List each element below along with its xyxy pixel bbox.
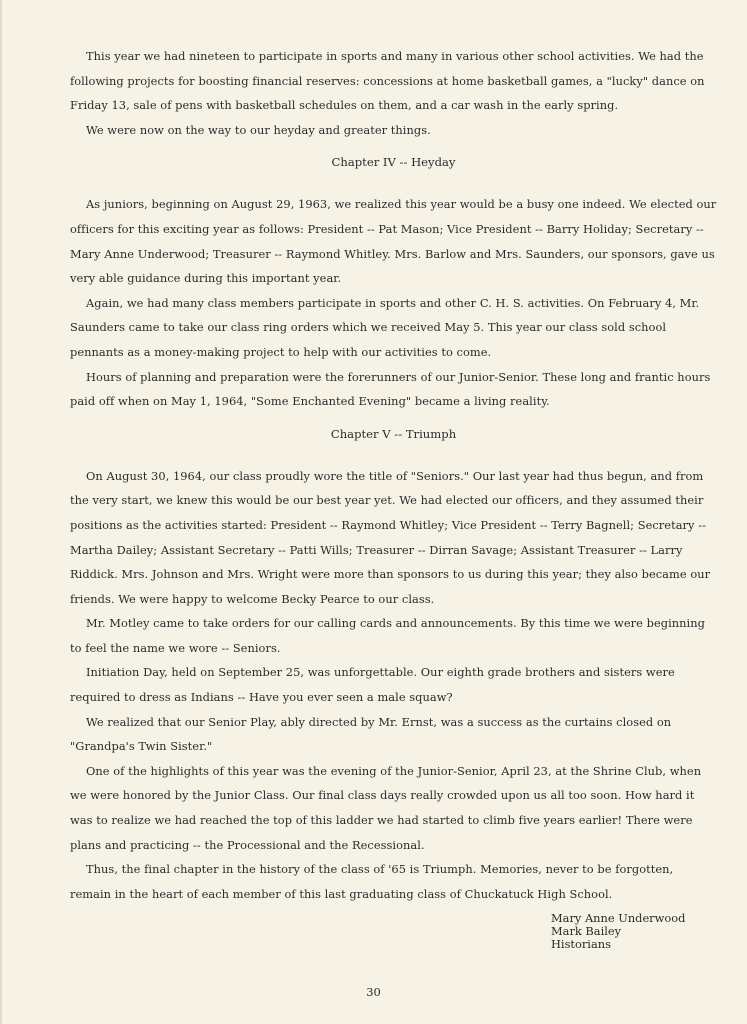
paragraph-class-rings: Again, we had many class members participate in sports and other C. H. S. activities. On February 4, Mr. Saunders came to take our class ring orders which we received May 5. This year our class sold school pennants as a money-making project to help with our activities to come. [70, 295, 700, 359]
signature-role: Historians [551, 937, 611, 951]
page-number: 30 [366, 985, 381, 999]
paragraph-seniors: On August 30, 1964, our class proudly wore the title of "Seniors." Our last year had thus begun, and from the very start, we knew this would be our best year yet. We had elected our officers, and they assumed their positions as the activities started: President -- Raymond Whitley; Vice President -- Terry Bagnell; Secretary -- Martha Dailey; Assistant Secretary -- Patti Wills; Treasurer -- Dirran Savage; Assistant Treasurer -- Larry Riddick. Mrs. Johnson and Mrs. Wright were more than sponsors to us during this year; they also became our friends. We were happy to welcome Becky Pearce to our class. [70, 468, 711, 606]
paragraph-highlights: One of the highlights of this year was the evening of the Junior-Senior, April 23, at the Shrine Club, when we were honored by the Junior Class. Our final class days really crowded upon us all too soon. How hard it was to realize we had reached the top of this ladder we had started to climb five years earlier! There were plans and practicing -- the Processional and the Recessional. [70, 763, 702, 852]
paragraph-projects: This year we had nineteen to participate in sports and many in various other school activities. We had the following projects for boosting financial reserves: concessions at home basketball games, a "lucky" dance on Friday 13, sale of pens with basketball schedules on them, and a car wash in the early spring. [70, 49, 705, 113]
chapter-title-triumph: Chapter V -- Triumph [330, 426, 457, 441]
paragraph-heyday-intro: We were now on the way to our heyday and greater things. [86, 122, 431, 137]
paragraph-junior-senior: Hours of planning and preparation were the forerunners of our Junior-Senior. These long and frantic hours paid off when on May 1, 1964, "Some Enchanted Evening" became a living reality. [70, 369, 711, 409]
paragraph-senior-play: We realized that our Senior Play, ably directed by Mr. Ernst, was a success as the curtains closed on "Grandpa's Twin Sister." [70, 714, 672, 754]
paragraph-juniors: As juniors, beginning on August 29, 1963, we realized this year would be a busy one indeed. We elected our officers for this exciting year as follows: President -- Pat Mason; Vice President -- Barry Holiday; Secretary -- Mary Anne Underwood; Treasurer -- Raymond Whitley. Mrs. Barlow and Mrs. Saunders, our sponsors, gave us very able guidance during this important year. [70, 197, 717, 286]
signature-name-2: Mark Bailey [551, 924, 622, 938]
paragraph-initiation-day: Initiation Day, held on September 25, was unforgettable. Our eighth grade brothers and sisters were required to dress as Indians -- Have you ever seen a male squaw? [70, 665, 675, 705]
paragraph-final-chapter: Thus, the final chapter in the history of the class of '65 is Triumph. Memories, never to be forgotten, remain in the heart of each member of this last graduating class of Chuckatuck High School. [70, 862, 674, 901]
paragraph-calling-cards: Mr. Motley came to take orders for our calling cards and announcements. By this time we were beginning to feel the name we wore -- Seniors. [70, 616, 705, 655]
chapter-title-heyday: Chapter IV -- Heyday [331, 155, 456, 170]
signature-name-1: Mary Anne Underwood [551, 911, 686, 925]
historians-signature [551, 912, 685, 951]
